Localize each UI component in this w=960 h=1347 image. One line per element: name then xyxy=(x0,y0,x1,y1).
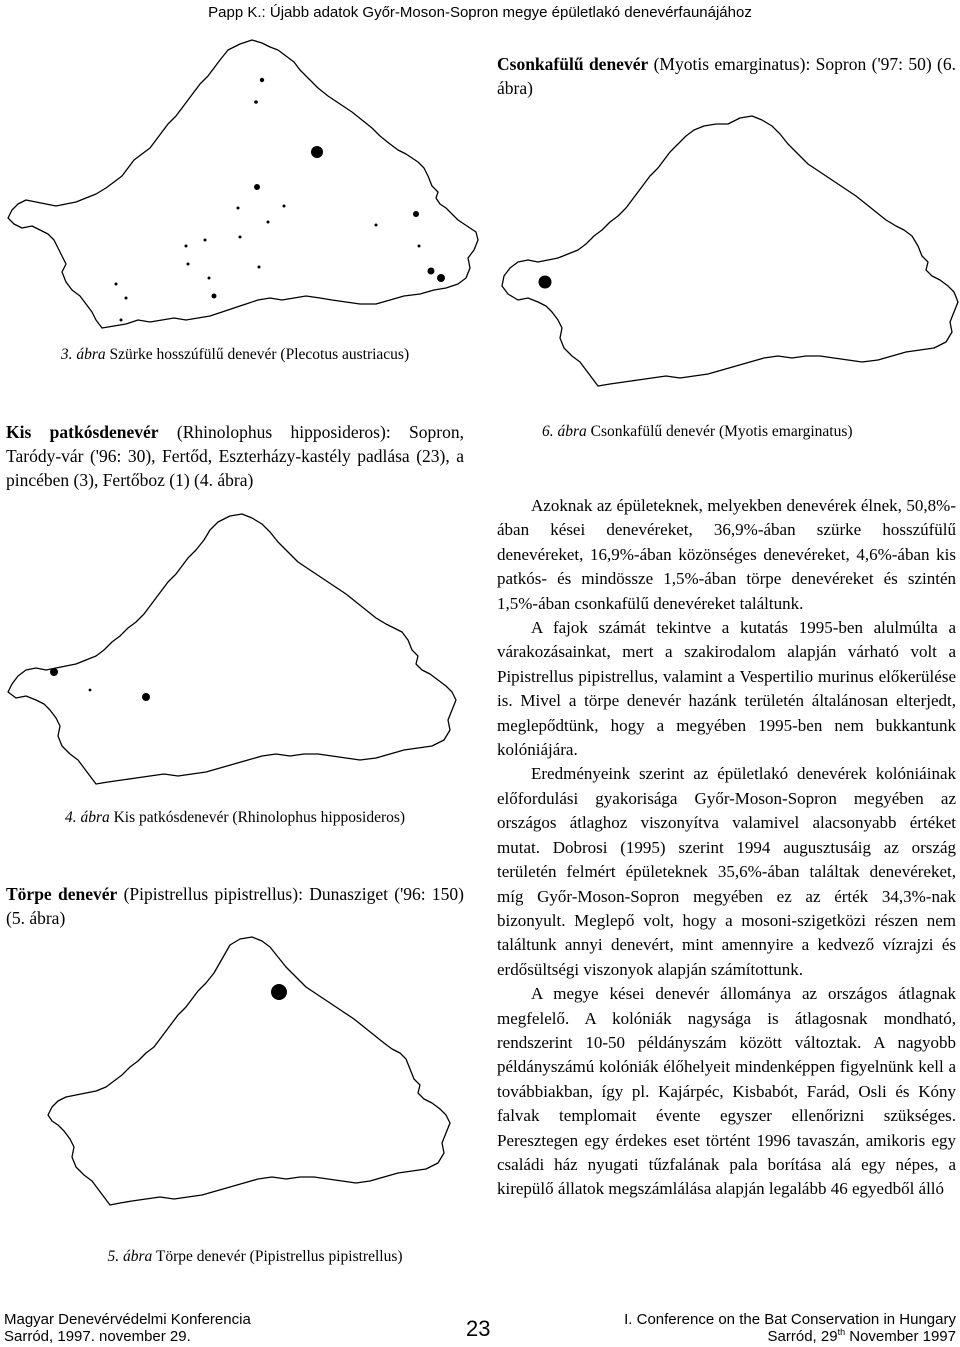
entry-emarginatus-text: (Myotis emarginatus): Sopron ('97: 50) (6. ábra) xyxy=(497,54,956,98)
occurrence-dots xyxy=(50,668,150,701)
entry-pipistrellus-name: Törpe denevér xyxy=(6,884,118,904)
body-paragraph-1: Azoknak az épületeknek, melyekben denevérek élnek, 50,8%-ában kései denevéreket, 36,9%-ában szürke hosszúfülű denevéreket, 16,9%-ában közönséges denevéreket, 4,6%-ában kis patkós- és mindössze 1,5%-ában törpe denevéreket és szintén 1,5%-ában csonkafülű denevéreket találtunk. xyxy=(497,496,956,613)
map-figure-3 xyxy=(0,38,490,338)
footer-date-en-sup: th xyxy=(837,1327,846,1337)
footer-left xyxy=(4,1311,251,1345)
figure-4-label: 4. ábra xyxy=(64,809,110,826)
county-outline xyxy=(502,116,958,386)
map-figure-5 xyxy=(40,935,470,1235)
body-text xyxy=(497,494,956,1202)
figure-3-caption xyxy=(0,345,470,365)
figure-5-caption xyxy=(40,1247,470,1267)
figure-6-caption-text: Csonkafülű denevér (Myotis emarginatus) xyxy=(586,423,853,440)
figure-4-caption-text: Kis patkósdenevér (Rhinolophus hipposideros) xyxy=(109,809,406,826)
footer-date-en xyxy=(624,1328,956,1345)
entry-pipistrellus-text: (Pipistrellus pipistrellus): Dunasziget ('96: 150) (5. ábra) xyxy=(6,884,464,928)
entry-hipposideros xyxy=(6,420,464,492)
footer-date-en-suffix: November 1997 xyxy=(845,1328,956,1345)
entry-hipposideros-name: Kis patkósdenevér xyxy=(6,422,159,442)
occurrence-dots xyxy=(115,78,446,322)
figure-3-caption-text: Szürke hosszúfülű denevér (Plecotus austriacus) xyxy=(105,346,410,363)
figure-3-label: 3. ábra xyxy=(60,346,106,363)
footer-conference-en: I. Conference on the Bat Conservation in Hungary xyxy=(624,1311,956,1328)
footer-date-en-prefix: Sarród, 29 xyxy=(767,1328,838,1345)
county-outline xyxy=(8,40,478,328)
footer-date-hu: Sarród, 1997. november 29. xyxy=(4,1328,191,1345)
entry-emarginatus xyxy=(497,52,956,100)
body-paragraph-4: A megye kései denevér állománya az országos átlagnak megfelelő. A kolóniák nagysága is átlagosnak mondható, rendszerint 10-50 példányszám között változtak. A nagyobb példányszámú kolóniák élőhelyeit mindenképpen figyelnünk kell a továbbiakban, így pl. Kajárpéc, Kisbabót, Farád, Osli és Kóny falvak templomait évente egyszer ellenőrizni szükséges. Peresztegen egy érdekes eset történt 1996 tavaszán, amikoris egy családi ház nyugati tűzfalának pala borítása alá egy népes, a kirepülő állatok megszámlálása alapján legalább 46 egyedből álló xyxy=(497,984,956,1199)
footer-conference-hu: Magyar Denevérvédelmi Konferencia xyxy=(4,1311,251,1328)
entry-hipposideros-text: (Rhinolophus hipposideros): Sopron, Taródy-vár ('96: 30), Fertőd, Eszterházy-kastély padlása (23), a pincében (3), Fertőboz (1) (4. ábra) xyxy=(6,422,464,490)
page-number: 23 xyxy=(466,1316,491,1341)
figure-6-caption xyxy=(497,422,956,442)
entry-emarginatus-name: Csonkafülű denevér xyxy=(497,54,649,74)
body-paragraph-2: A fajok számát tekintve a kutatás 1995-ben alulmúlta a várakozásainkat, mert a szakirodalom alapján várható volt a Pipistrellus pipistrellus, valamint a Vespertilio murinus előkerülése is. Mivel a törpe denevér hazánk területén általánosan elterjedt, meglepődtünk, hogy a megyében 1995-ben nem bukkantunk kolóniájára. xyxy=(497,618,956,760)
map-figure-4 xyxy=(0,510,470,800)
occurrence-dots xyxy=(271,984,287,1000)
body-paragraph-3: Eredményeink szerint az épületlakó denevérek kolóniáinak előfordulási gyakorisága Győr-Moson-Sopron megyében az országos átlaghoz viszonyítva valamivel alacsonyabb értéket mutat. Dobrosi (1995) szerint 1994 augusztusáig az ország területén felmért épületeknek 35,6%-ában találtak denevéreket, míg Győr-Moson-Sopron megyében ez az érték 34,3%-nak bizonyult. Meglepő volt, hogy a mosoni-szigetközi részen nem találtunk annyi denevért, mint amennyire a kedvező vízrajzi és erdősültségi viszonyok alapján számítottunk. xyxy=(497,764,956,979)
figure-6-label: 6. ábra xyxy=(542,423,587,440)
figure-5-caption-text: Törpe denevér (Pipistrellus pipistrellus) xyxy=(152,1248,403,1265)
county-outline xyxy=(8,514,456,784)
county-outline xyxy=(48,937,450,1205)
entry-pipistrellus xyxy=(6,882,464,930)
map-figure-6 xyxy=(490,112,960,412)
figure-5-label: 5. ábra xyxy=(107,1248,153,1265)
figure-4-caption xyxy=(0,808,470,828)
running-header: Papp K.: Újabb adatok Győr-Moson-Sopron megye épületlakó denevérfaunájához xyxy=(208,4,752,21)
occurrence-dots xyxy=(539,276,552,289)
footer-right xyxy=(624,1311,956,1345)
